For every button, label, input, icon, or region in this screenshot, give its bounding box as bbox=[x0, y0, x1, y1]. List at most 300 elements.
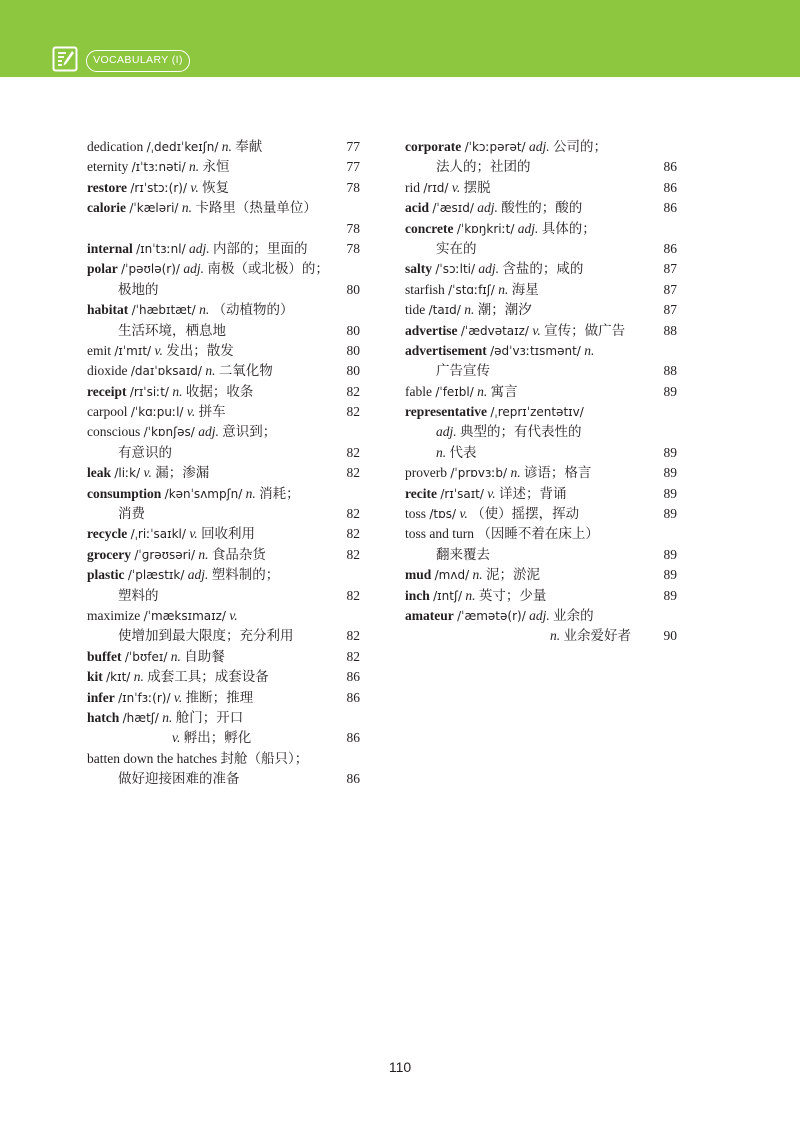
entry-line bbox=[87, 484, 360, 504]
phonetic: /hætʃ/ bbox=[122, 710, 159, 725]
part-of-speech: n. bbox=[465, 587, 476, 603]
definition: 实在的 bbox=[436, 240, 477, 256]
entry-line bbox=[87, 198, 360, 218]
headword: acid bbox=[405, 200, 430, 216]
vocab-entry bbox=[87, 606, 360, 647]
entry-line bbox=[87, 382, 360, 402]
phonetic: /ˈprɒvɜːb/ bbox=[450, 466, 508, 481]
phonetic: /ɪˈtɜːnəti/ bbox=[131, 160, 186, 175]
headword: eternity bbox=[87, 159, 129, 175]
vocab-entry bbox=[87, 157, 360, 177]
entry-line bbox=[405, 443, 677, 463]
header-bar bbox=[0, 0, 800, 77]
entry-line bbox=[405, 137, 677, 157]
definition: 拼车 bbox=[198, 404, 226, 420]
vocab-entry bbox=[405, 341, 677, 382]
entry-line bbox=[405, 239, 677, 259]
notebook-pencil-icon bbox=[52, 46, 78, 72]
headword: internal bbox=[87, 240, 133, 256]
part-of-speech: adj. bbox=[436, 424, 457, 440]
page-ref: 89 bbox=[663, 506, 677, 522]
entry-line bbox=[87, 280, 360, 300]
definition: 成套工具；成套设备 bbox=[147, 669, 269, 685]
phonetic: /ˈmæksɪmaɪz/ bbox=[143, 608, 226, 623]
entry-line bbox=[405, 280, 677, 300]
vocab-entry bbox=[405, 382, 677, 402]
headword: toss and turn bbox=[405, 526, 474, 542]
definition: 法人的；社团的 bbox=[436, 159, 531, 175]
definition: 泥；淤泥 bbox=[486, 567, 541, 583]
headword: emit bbox=[87, 342, 111, 358]
definition: 极地的 bbox=[118, 281, 159, 297]
part-of-speech: n. bbox=[477, 383, 488, 399]
page-ref: 89 bbox=[663, 383, 677, 399]
part-of-speech: n. bbox=[172, 383, 183, 399]
entry-line bbox=[405, 361, 677, 381]
page-ref: 78 bbox=[346, 220, 360, 236]
page-ref: 89 bbox=[663, 567, 677, 583]
part-of-speech: n. bbox=[510, 465, 521, 481]
vocab-entry bbox=[87, 708, 360, 749]
entry-line bbox=[87, 443, 360, 463]
phonetic: /ˈædvətaɪz/ bbox=[460, 323, 529, 338]
headword: carpool bbox=[87, 404, 128, 420]
entry-line bbox=[87, 300, 360, 320]
vocab-entry bbox=[405, 300, 677, 320]
definition: 消耗； bbox=[259, 485, 300, 501]
phonetic: /ˈpəʊlə(r)/ bbox=[121, 262, 180, 277]
headword: conscious bbox=[87, 424, 141, 440]
headword: starfish bbox=[405, 281, 445, 297]
phonetic: /rɪˈsaɪt/ bbox=[440, 486, 484, 501]
entry-line bbox=[87, 565, 360, 585]
page-ref: 82 bbox=[346, 383, 360, 399]
part-of-speech: adj. bbox=[517, 220, 539, 236]
page-ref: 80 bbox=[346, 322, 360, 338]
vocab-entry bbox=[405, 280, 677, 300]
page-ref: 80 bbox=[346, 363, 360, 379]
entry-line bbox=[87, 239, 360, 259]
definition: （使）摇摆，挥动 bbox=[471, 506, 580, 522]
vocab-entry bbox=[405, 402, 677, 463]
definition: 二氧化物 bbox=[218, 363, 273, 379]
entry-line bbox=[405, 545, 677, 565]
headword: mud bbox=[405, 567, 432, 583]
part-of-speech: adj. bbox=[183, 261, 204, 277]
definition: 海星 bbox=[511, 281, 539, 297]
part-of-speech: n. bbox=[181, 200, 192, 216]
page-ref: 86 bbox=[663, 200, 677, 216]
part-of-speech: adj. bbox=[478, 261, 500, 277]
phonetic: /ˌriːˈsaɪkl/ bbox=[130, 527, 186, 542]
definition: 孵出；孵化 bbox=[183, 730, 252, 746]
page-ref: 78 bbox=[346, 240, 360, 256]
definition: 英寸；少量 bbox=[478, 587, 547, 603]
entry-line bbox=[87, 667, 360, 687]
vocab-entry bbox=[87, 178, 360, 198]
headword: receipt bbox=[87, 383, 127, 399]
vocab-entry bbox=[87, 382, 360, 402]
entry-line bbox=[405, 341, 677, 361]
phonetic: /ədˈvɜːtɪsmənt/ bbox=[490, 343, 581, 358]
page-ref: 80 bbox=[346, 342, 360, 358]
phonetic: /ˈhæbɪtæt/ bbox=[131, 303, 196, 318]
entry-line bbox=[87, 524, 360, 544]
phonetic: /ˈsɔːlti/ bbox=[435, 262, 476, 277]
entry-line bbox=[405, 219, 677, 239]
phonetic: /rɪd/ bbox=[423, 180, 449, 195]
page-ref: 77 bbox=[346, 159, 360, 175]
definition: 自助餐 bbox=[184, 648, 225, 664]
vocab-entry bbox=[87, 422, 360, 463]
entry-line bbox=[87, 586, 360, 606]
page-ref: 80 bbox=[346, 281, 360, 297]
entry-line bbox=[87, 402, 360, 422]
page-ref: 82 bbox=[346, 465, 360, 481]
definition: 摆脱 bbox=[463, 179, 491, 195]
entry-line bbox=[87, 321, 360, 341]
entry-line bbox=[405, 504, 677, 524]
vocab-entry bbox=[87, 137, 360, 157]
part-of-speech: n. bbox=[436, 444, 447, 460]
page-ref: 87 bbox=[663, 281, 677, 297]
definition: 永恒 bbox=[202, 159, 230, 175]
vocab-entry bbox=[87, 647, 360, 667]
page-ref: 89 bbox=[663, 587, 677, 603]
page-ref: 88 bbox=[663, 363, 677, 379]
page-ref: 86 bbox=[663, 240, 677, 256]
headword: rid bbox=[405, 179, 420, 195]
headword: proverb bbox=[405, 465, 447, 481]
phonetic: /ˈɡrəʊsəri/ bbox=[134, 547, 195, 562]
definition: 恢复 bbox=[202, 179, 230, 195]
page-ref: 86 bbox=[346, 730, 360, 746]
definition: 宣传；做广告 bbox=[544, 322, 626, 338]
part-of-speech: v. bbox=[154, 342, 163, 358]
definition: 做好迎接困难的准备 bbox=[118, 771, 240, 787]
entry-line bbox=[405, 524, 677, 544]
part-of-speech: adj. bbox=[529, 607, 550, 623]
definition: 酸性的；酸的 bbox=[501, 200, 583, 216]
phonetic: /ˈkɒŋkriːt/ bbox=[456, 221, 515, 236]
page-ref: 86 bbox=[346, 771, 360, 787]
definition: 意识到； bbox=[222, 424, 277, 440]
page-ref: 87 bbox=[663, 261, 677, 277]
page-ref: 82 bbox=[346, 526, 360, 542]
vocab-entry bbox=[87, 300, 360, 341]
phonetic: /ˈstɑːfɪʃ/ bbox=[448, 282, 495, 297]
vocab-entry bbox=[405, 484, 677, 504]
entry-line bbox=[405, 321, 677, 341]
definition: 内部的；里面的 bbox=[213, 240, 308, 256]
part-of-speech: adj. bbox=[528, 139, 550, 154]
definition: 舱门；开口 bbox=[175, 709, 244, 725]
definition: 含盐的；咸的 bbox=[502, 261, 584, 277]
definition: 封舱（船只）； bbox=[220, 750, 309, 766]
part-of-speech: n. bbox=[472, 567, 483, 583]
page-ref: 82 bbox=[346, 506, 360, 522]
part-of-speech: adj. bbox=[477, 200, 498, 216]
headword: tide bbox=[405, 302, 426, 318]
phonetic: /ɪnˈfɜː(r)/ bbox=[118, 690, 171, 705]
part-of-speech: n. bbox=[199, 302, 210, 318]
part-of-speech: v. bbox=[487, 485, 496, 501]
part-of-speech: v. bbox=[173, 689, 183, 705]
entry-line bbox=[405, 422, 677, 442]
part-of-speech: n. bbox=[221, 139, 232, 154]
definition: 有意识的 bbox=[118, 444, 172, 460]
vocab-entry bbox=[405, 463, 677, 483]
headword: habitat bbox=[87, 302, 129, 318]
entry-line bbox=[87, 626, 360, 646]
definition: （因睡不着在床上） bbox=[477, 526, 599, 542]
entry-line bbox=[87, 688, 360, 708]
vocab-entry bbox=[405, 524, 677, 565]
entry-line bbox=[405, 178, 677, 198]
definition: 生活环境，栖息地 bbox=[118, 322, 226, 338]
definition: 业余爱好者 bbox=[563, 628, 631, 644]
entry-line bbox=[87, 361, 360, 381]
definition: 广告宣传 bbox=[436, 363, 490, 379]
vocab-entry bbox=[405, 565, 677, 585]
definition: 发出；散发 bbox=[166, 342, 234, 358]
page-number: 110 bbox=[388, 1059, 412, 1075]
page-ref: 90 bbox=[663, 628, 677, 644]
definition: 漏；渗漏 bbox=[155, 465, 210, 481]
definition: 收据；收条 bbox=[185, 383, 254, 399]
definition: 消费 bbox=[118, 506, 145, 522]
vocab-entry bbox=[87, 484, 360, 525]
vocab-entry bbox=[405, 504, 677, 524]
definition: 潮；潮汐 bbox=[477, 302, 532, 318]
headword: amateur bbox=[405, 607, 454, 623]
phonetic: /ˌdedɪˈkeɪʃn/ bbox=[146, 140, 219, 154]
definition: 塑料的 bbox=[118, 587, 159, 603]
part-of-speech: v. bbox=[186, 404, 196, 420]
definition: 奉献 bbox=[235, 139, 263, 154]
entry-line bbox=[405, 606, 677, 626]
phonetic: /kənˈsʌmpʃn/ bbox=[164, 486, 243, 501]
page-ref: 86 bbox=[663, 179, 677, 195]
vocab-entry bbox=[405, 178, 677, 198]
headword: grocery bbox=[87, 546, 131, 562]
entry-line bbox=[87, 504, 360, 524]
entry-line bbox=[87, 422, 360, 442]
entry-line bbox=[405, 565, 677, 585]
part-of-speech: n. bbox=[162, 709, 173, 725]
phonetic: /ˈbʊfeɪ/ bbox=[124, 649, 168, 664]
page-ref: 82 bbox=[346, 404, 360, 420]
definition: 典型的；有代表性的 bbox=[460, 424, 582, 440]
part-of-speech: adj. bbox=[187, 567, 209, 583]
part-of-speech: v. bbox=[190, 179, 199, 195]
entry-line bbox=[405, 382, 677, 402]
definition: 回收利用 bbox=[201, 526, 256, 542]
entry-line bbox=[405, 157, 677, 177]
part-of-speech: n. bbox=[464, 302, 475, 318]
entry-line bbox=[87, 749, 360, 769]
definition: 业余的 bbox=[553, 607, 594, 623]
vocab-entry bbox=[87, 667, 360, 687]
headword: toss bbox=[405, 506, 427, 522]
part-of-speech: v. bbox=[532, 322, 541, 338]
phonetic: /ˈkæləri/ bbox=[129, 201, 179, 216]
part-of-speech: n. bbox=[245, 485, 256, 501]
page-ref: 88 bbox=[663, 322, 677, 338]
part-of-speech: n. bbox=[498, 281, 509, 297]
entry-line bbox=[87, 259, 360, 279]
entry-line bbox=[405, 586, 677, 606]
vocab-entry bbox=[87, 341, 360, 361]
phonetic: /tɒs/ bbox=[429, 507, 457, 522]
part-of-speech: adj. bbox=[189, 240, 210, 256]
entry-line bbox=[405, 198, 677, 218]
phonetic: /kɪt/ bbox=[106, 670, 131, 685]
entry-line bbox=[87, 219, 360, 239]
phonetic: /ˈplæstɪk/ bbox=[127, 568, 185, 583]
headword: dedication bbox=[87, 139, 144, 154]
part-of-speech: n. bbox=[205, 363, 216, 379]
vocab-column-right bbox=[405, 137, 677, 647]
entry-line bbox=[87, 157, 360, 177]
phonetic: /ˈfeɪbl/ bbox=[435, 384, 474, 399]
phonetic: /ɪˈmɪt/ bbox=[114, 343, 152, 358]
headword: maximize bbox=[87, 607, 141, 623]
phonetic: /ɪnˈtɜːnl/ bbox=[136, 241, 186, 256]
phonetic: /rɪˈstɔː(r)/ bbox=[130, 180, 188, 195]
headword: batten down the hatches bbox=[87, 750, 218, 766]
headword: concrete bbox=[405, 220, 454, 236]
phonetic: /ˈkɔːpərət/ bbox=[464, 140, 526, 154]
definition: 谚语；格言 bbox=[523, 465, 592, 481]
entry-line bbox=[405, 402, 677, 422]
part-of-speech: v. bbox=[189, 526, 198, 542]
part-of-speech: n. bbox=[170, 648, 181, 664]
phonetic: /ˈkɒnʃəs/ bbox=[143, 425, 195, 440]
headword: plastic bbox=[87, 567, 125, 583]
vocab-entry bbox=[87, 198, 360, 239]
part-of-speech: v. bbox=[459, 506, 468, 522]
vocab-entry bbox=[405, 606, 677, 647]
section-label: VOCABULARY (I) bbox=[86, 50, 190, 72]
definition: 公司的； bbox=[553, 139, 607, 154]
page-ref: 87 bbox=[663, 302, 677, 318]
entry-line bbox=[87, 178, 360, 198]
headword: calorie bbox=[87, 200, 126, 216]
phonetic: /ˈæsɪd/ bbox=[432, 201, 474, 216]
part-of-speech: n. bbox=[198, 546, 209, 562]
entry-line bbox=[87, 463, 360, 483]
phonetic: /rɪˈsiːt/ bbox=[129, 384, 169, 399]
definition: 食品杂货 bbox=[211, 546, 266, 562]
headword: corporate bbox=[405, 139, 462, 154]
page-ref: 86 bbox=[346, 689, 360, 705]
part-of-speech: v. bbox=[172, 730, 181, 746]
page-ref: 82 bbox=[346, 546, 360, 562]
entry-line bbox=[405, 484, 677, 504]
part-of-speech: v. bbox=[229, 607, 238, 623]
part-of-speech: n. bbox=[584, 342, 595, 358]
entry-line bbox=[87, 708, 360, 728]
definition: 详述；背诵 bbox=[499, 485, 567, 501]
entry-line bbox=[87, 341, 360, 361]
definition: 塑料制的； bbox=[211, 567, 280, 583]
vocab-entry bbox=[87, 565, 360, 606]
part-of-speech: v. bbox=[451, 179, 461, 195]
vocab-entry bbox=[87, 239, 360, 259]
phonetic: /daɪˈɒksaɪd/ bbox=[130, 364, 202, 379]
definition: 具体的； bbox=[541, 220, 596, 236]
page-ref: 86 bbox=[346, 669, 360, 685]
page-ref: 89 bbox=[663, 546, 677, 562]
page-ref: 86 bbox=[663, 159, 677, 175]
vocab-entry bbox=[87, 524, 360, 544]
entry-line bbox=[405, 259, 677, 279]
headword: advertisement bbox=[405, 342, 487, 358]
definition: 使增加到最大限度；充分利用 bbox=[118, 628, 294, 644]
vocab-entry bbox=[87, 361, 360, 381]
entry-line bbox=[87, 769, 360, 789]
definition: 翻来覆去 bbox=[436, 546, 490, 562]
page-ref: 78 bbox=[346, 179, 360, 195]
page-ref: 82 bbox=[346, 444, 360, 460]
headword: consumption bbox=[87, 485, 162, 501]
headword: restore bbox=[87, 179, 127, 195]
headword: leak bbox=[87, 465, 112, 481]
page-ref: 89 bbox=[663, 444, 677, 460]
headword: buffet bbox=[87, 648, 122, 664]
definition: 南极（或北极）的； bbox=[207, 261, 329, 277]
entry-line bbox=[87, 606, 360, 626]
part-of-speech: n. bbox=[550, 628, 561, 644]
vocab-entry bbox=[405, 586, 677, 606]
headword: polar bbox=[87, 261, 118, 277]
vocab-entry bbox=[405, 219, 677, 260]
page-ref: 89 bbox=[663, 485, 677, 501]
vocab-entry bbox=[405, 198, 677, 218]
phonetic: /taɪd/ bbox=[428, 303, 461, 318]
part-of-speech: v. bbox=[143, 465, 152, 481]
headword: advertise bbox=[405, 322, 458, 338]
phonetic: /ˈæmətə(r)/ bbox=[457, 608, 526, 623]
page-ref: 82 bbox=[346, 587, 360, 603]
vocab-entry bbox=[87, 463, 360, 483]
vocab-entry bbox=[87, 259, 360, 300]
page-ref: 82 bbox=[346, 628, 360, 644]
headword: representative bbox=[405, 404, 487, 420]
definition: （动植物的） bbox=[212, 302, 294, 318]
vocab-entry bbox=[87, 545, 360, 565]
entry-line bbox=[87, 545, 360, 565]
entry-line bbox=[87, 137, 360, 157]
entry-line bbox=[87, 647, 360, 667]
part-of-speech: n. bbox=[188, 159, 200, 175]
entry-line bbox=[405, 463, 677, 483]
vocab-entry bbox=[87, 402, 360, 422]
entry-line bbox=[87, 728, 360, 748]
phonetic: /ˈkɑːpuːl/ bbox=[130, 405, 184, 420]
vocab-entry bbox=[405, 321, 677, 341]
vocab-entry bbox=[87, 688, 360, 708]
headword: dioxide bbox=[87, 363, 128, 379]
page-ref: 77 bbox=[346, 139, 360, 154]
part-of-speech: n. bbox=[133, 669, 144, 685]
vocab-entry bbox=[405, 259, 677, 279]
definition: 推断；推理 bbox=[185, 689, 254, 705]
entry-line bbox=[405, 300, 677, 320]
page-ref: 82 bbox=[346, 648, 360, 664]
phonetic: /liːk/ bbox=[114, 466, 141, 481]
